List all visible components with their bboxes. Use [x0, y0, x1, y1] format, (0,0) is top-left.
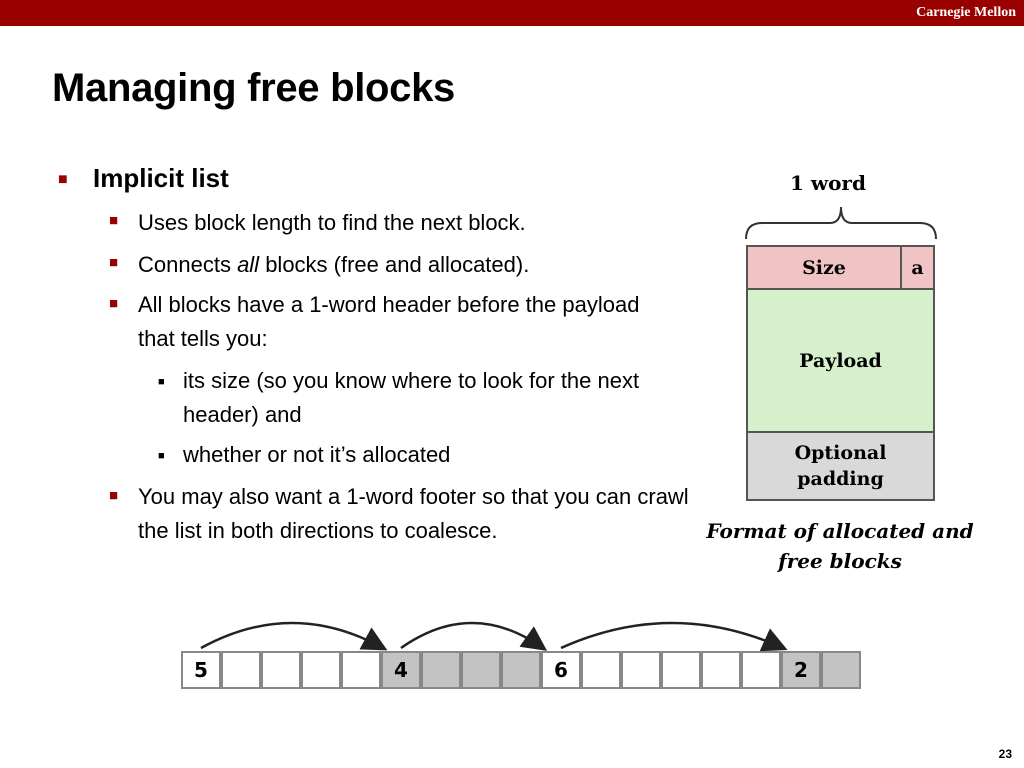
block-word-cell — [461, 651, 501, 689]
bullet-emphasis: all — [237, 252, 260, 277]
bullet-text: blocks (free and allocated). — [259, 252, 530, 277]
brand-label: Carnegie Mellon — [916, 5, 1016, 20]
bullet-square-icon: ■ — [109, 295, 119, 312]
block-header-cell: 6 — [541, 651, 581, 689]
block-header-cell: 4 — [381, 651, 421, 689]
block-word-cell — [261, 651, 301, 689]
bullet-item: All blocks have a 1-word header before the payload that tells you: — [138, 292, 640, 351]
block-word-cell — [661, 651, 701, 689]
page-number: 23 — [998, 747, 1012, 761]
block-word-cell — [621, 651, 661, 689]
bullet-square-icon: ■ — [109, 212, 119, 229]
padding-field — [746, 431, 935, 501]
bullet-square-icon: ■ — [58, 171, 68, 188]
header-size-field: Size — [746, 245, 902, 290]
block-header-cell: 2 — [781, 651, 821, 689]
block-word-cell — [301, 651, 341, 689]
sub-bullet-item: its size (so you know where to look for the next header) and — [183, 368, 640, 427]
bullet-square-icon: ■ — [109, 254, 119, 271]
diagram-caption: Format of allocated and free blocks — [706, 519, 974, 573]
page-title: Managing free blocks — [52, 66, 455, 110]
block-header-cell: 5 — [181, 651, 221, 689]
padding-label: Optional padding — [794, 442, 887, 490]
block-word-cell — [421, 651, 461, 689]
block-word-cell — [581, 651, 621, 689]
block-word-cell — [741, 651, 781, 689]
sub-bullet-item: whether or not it’s allocated — [183, 442, 451, 467]
block-word-cell — [821, 651, 861, 689]
bullet-text: Connects — [138, 252, 238, 277]
block-word-cell — [701, 651, 741, 689]
block-word-cell — [501, 651, 541, 689]
block-word-cell — [341, 651, 381, 689]
brace-icon — [742, 203, 940, 243]
block-word-cell — [221, 651, 261, 689]
bullet-item: You may also want a 1-word footer so that you can crawl the list in both directions to coalesce. — [138, 484, 689, 543]
bullet-level1: Implicit list — [93, 163, 229, 193]
sub-bullet-icon: ■ — [158, 376, 165, 388]
sub-bullet-icon: ■ — [158, 450, 165, 462]
word-width-label: 1 word — [790, 171, 866, 195]
bullet-item — [138, 248, 698, 282]
bullet-square-icon: ■ — [109, 487, 119, 504]
alloc-bit-field: a — [900, 245, 935, 290]
bullet-item: Uses block length to find the next block. — [138, 210, 526, 235]
payload-field: Payload — [746, 288, 935, 433]
